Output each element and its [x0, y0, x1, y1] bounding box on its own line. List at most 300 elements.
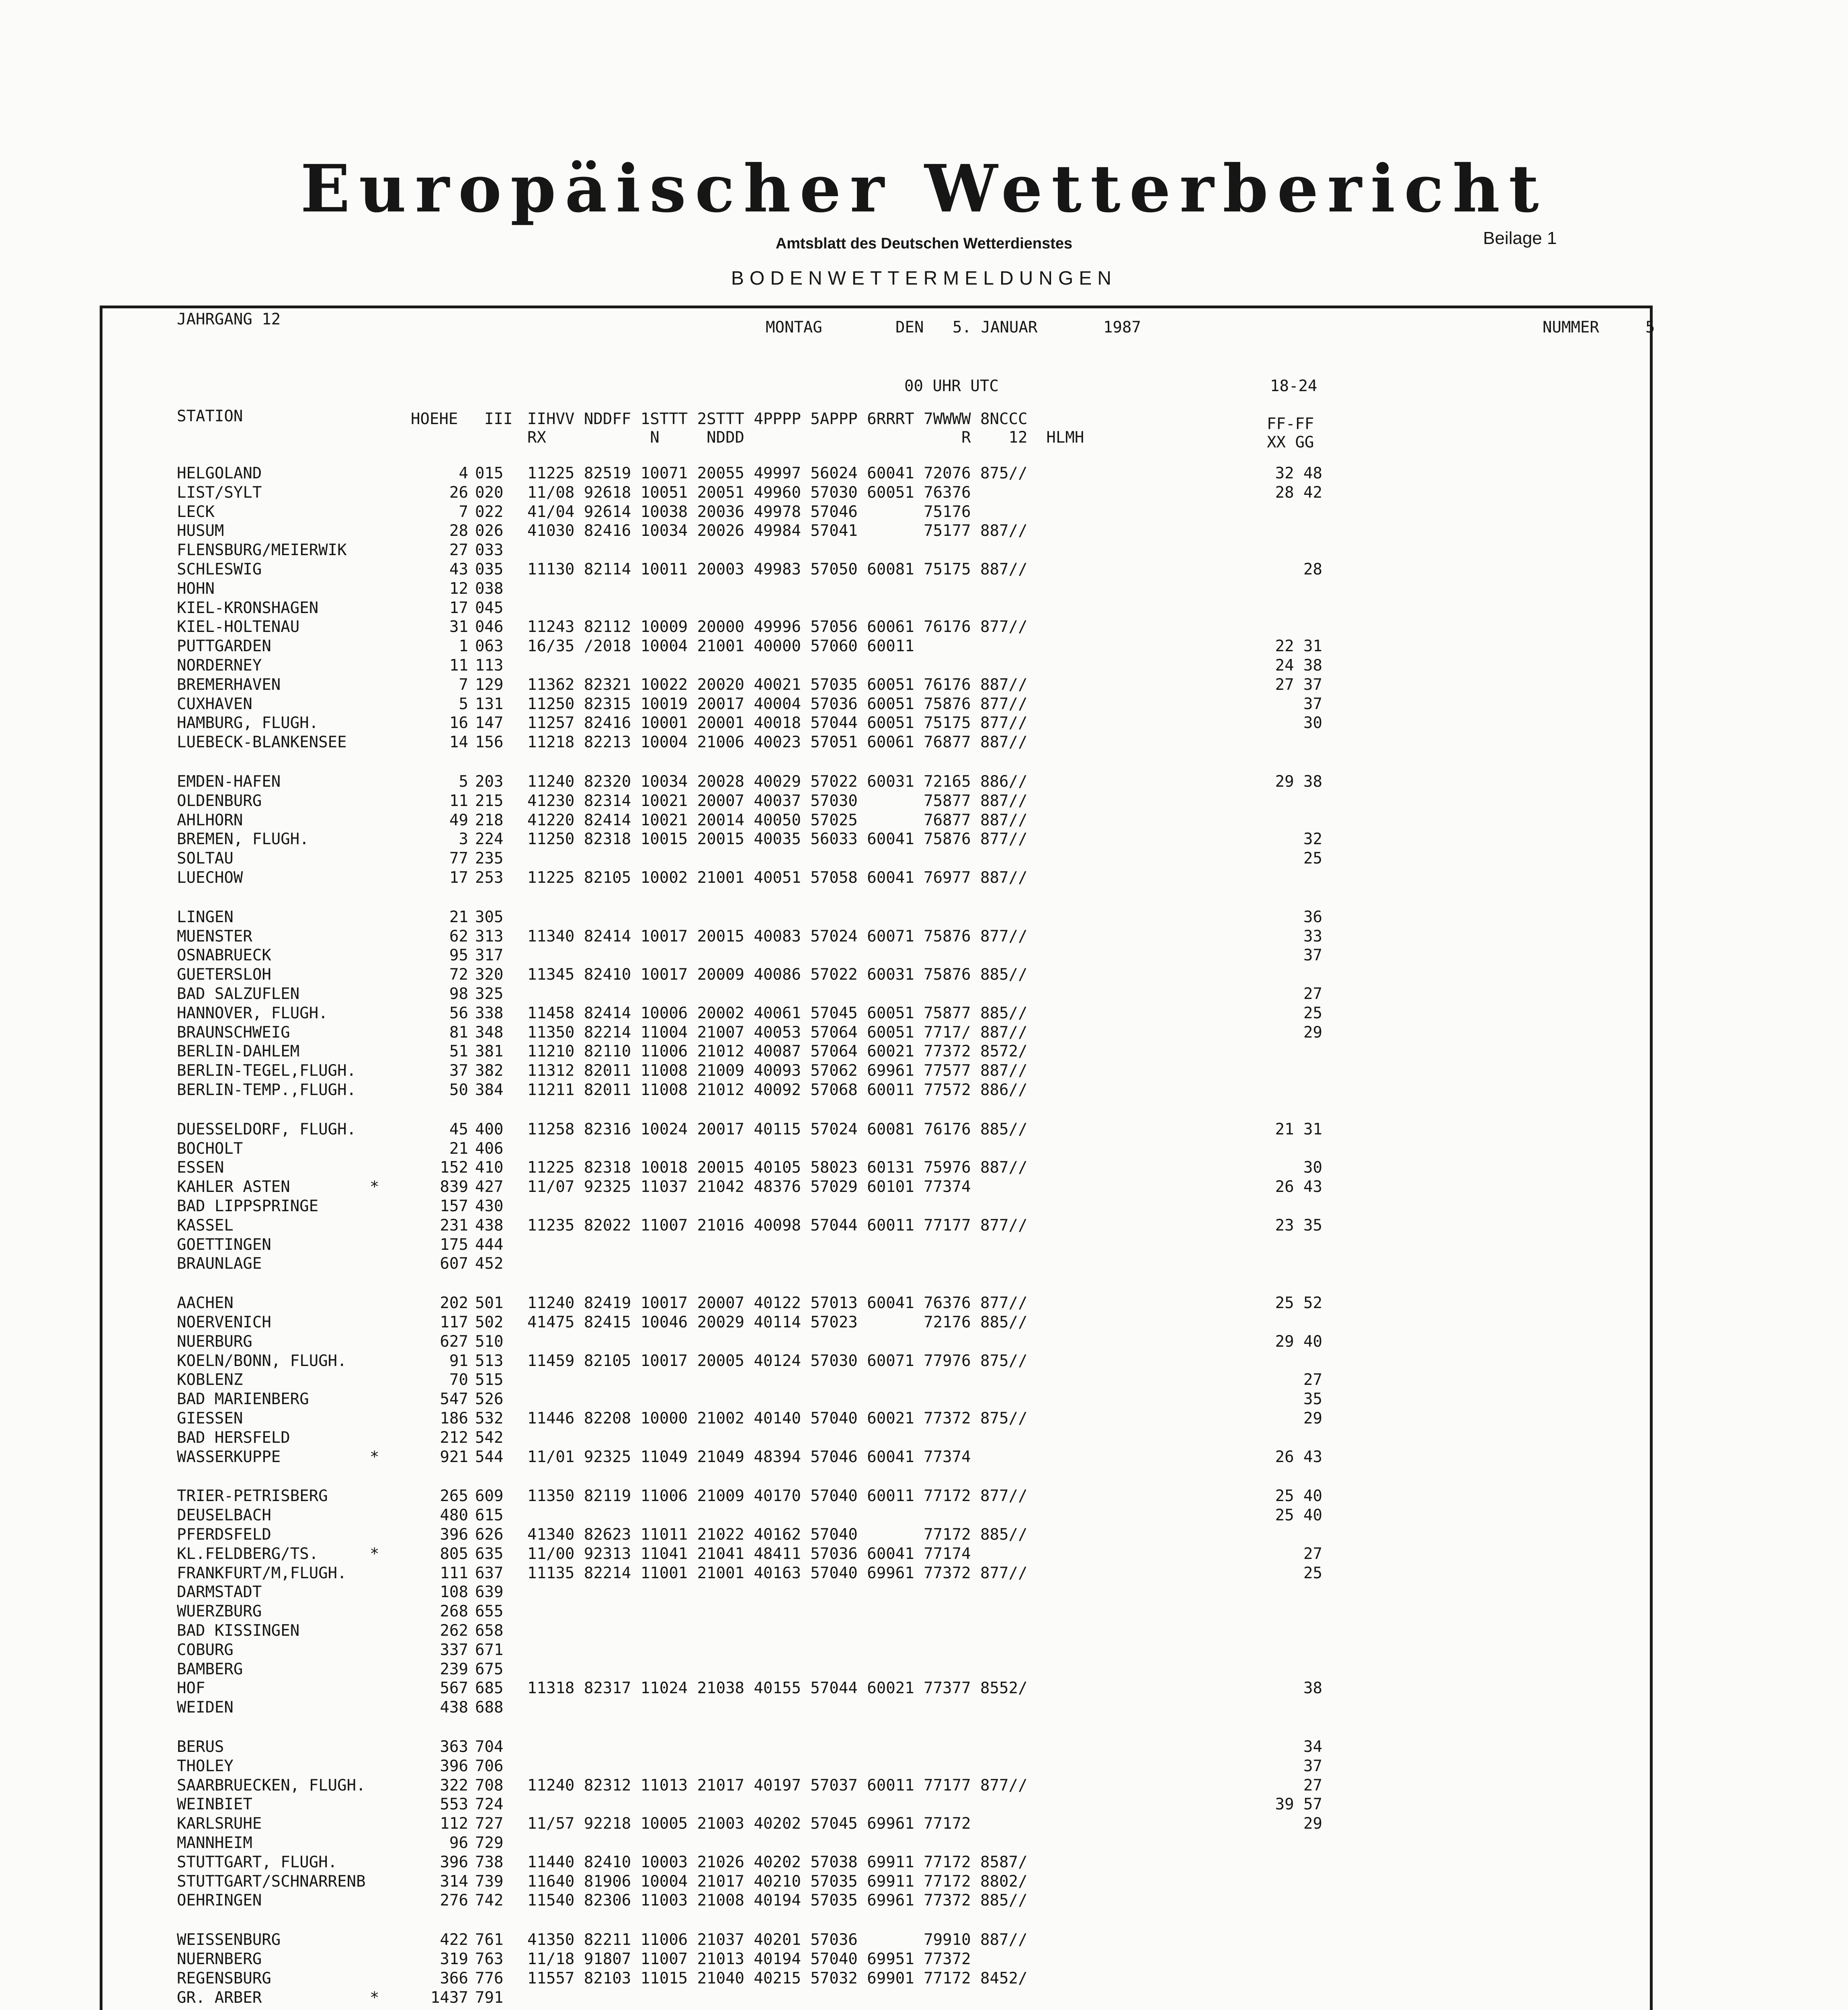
synop-code: 11211 82011 11008 21012 40092 57068 60011 77572 886//: [527, 1081, 1028, 1099]
station-index: 742: [475, 1891, 504, 1910]
station-index: 501: [475, 1294, 504, 1312]
station-index: 224: [475, 830, 504, 848]
station-name: BERLIN-TEMP.,FLUGH.: [177, 1081, 356, 1099]
station-index: 046: [475, 618, 504, 636]
gust-value: 37: [1303, 695, 1322, 713]
station-height: 396: [440, 1757, 468, 1775]
station-index: 325: [475, 985, 504, 1003]
station-name: MUENSTER: [177, 927, 252, 946]
mountain-marker: *: [370, 1545, 379, 1563]
station-name: COBURG: [177, 1641, 234, 1659]
synop-code: 11318 82317 11024 21038 40155 57044 60021 77377 8552/: [527, 1679, 1028, 1697]
station-height: 422: [440, 1931, 468, 1949]
station-name: BERLIN-TEGEL,FLUGH.: [177, 1062, 356, 1080]
station-height: 14: [449, 733, 468, 751]
station-height: 805: [440, 1545, 468, 1563]
station-name: BREMERHAVEN: [177, 676, 281, 694]
synop-code: 11240 82320 10034 20028 40029 57022 60031 72165 886//: [527, 773, 1028, 791]
station-name: HOHN: [177, 580, 215, 598]
station-index: 685: [475, 1679, 504, 1697]
supplement-label: Beilage 1: [1483, 228, 1557, 248]
station-index: 791: [475, 1989, 504, 2007]
synop-code: 41475 82415 10046 20029 40114 57023 72176 885//: [527, 1313, 1028, 1331]
synop-code: 11/07 92325 11037 21042 48376 57029 60101 77374: [527, 1178, 971, 1196]
issue-number-label: NUMMER: [1543, 318, 1599, 336]
station-height: 212: [440, 1429, 468, 1447]
station-height: 21: [449, 908, 468, 926]
gust-value: 39 57: [1275, 1795, 1322, 1813]
synop-code: 41220 82414 10021 20014 40050 57025 76877 887//: [527, 811, 1028, 829]
synop-code: 41030 82416 10034 20026 49984 57041 75177 887//: [527, 522, 1028, 540]
mountain-marker: *: [370, 1448, 379, 1466]
station-name: KARLSRUHE: [177, 1815, 262, 1833]
station-index: 026: [475, 522, 504, 540]
station-name: MANNHEIM: [177, 1834, 252, 1852]
station-height: 396: [440, 1526, 468, 1544]
station-height: 98: [449, 985, 468, 1003]
station-index: 513: [475, 1352, 504, 1370]
gust-value: 29 40: [1275, 1333, 1322, 1351]
gust-value: 37: [1303, 946, 1322, 964]
station-index: 626: [475, 1526, 504, 1544]
synop-code: 11250 82315 10019 20017 40004 57036 60051 75876 877//: [527, 695, 1028, 713]
station-height: 627: [440, 1333, 468, 1351]
date-prefix: DEN: [895, 318, 924, 336]
station-height: 5: [459, 773, 468, 791]
station-name: BREMEN, FLUGH.: [177, 830, 309, 848]
synop-code: 11312 82011 11008 21009 40093 57062 69961 77577 887//: [527, 1062, 1028, 1080]
column-header-hoehe: HOEHE: [411, 410, 458, 428]
synop-code: 11257 82416 10001 20001 40018 57044 60051 75175 877//: [527, 714, 1028, 732]
station-name: STUTTGART, FLUGH.: [177, 1853, 338, 1871]
station-index: 131: [475, 695, 504, 713]
station-height: 117: [440, 1313, 468, 1331]
station-name: BRAUNLAGE: [177, 1255, 262, 1273]
column-header-ff: FF-FF: [1267, 415, 1314, 433]
station-index: 313: [475, 927, 504, 946]
station-index: 544: [475, 1448, 504, 1466]
station-height: 21: [449, 1140, 468, 1158]
station-index: 724: [475, 1795, 504, 1813]
station-height: 77: [449, 849, 468, 868]
station-index: 382: [475, 1062, 504, 1080]
station-name: LECK: [177, 503, 215, 521]
station-name: KL.FELDBERG/TS.: [177, 1545, 319, 1563]
station-name: NOERVENICH: [177, 1313, 271, 1331]
station-index: 384: [475, 1081, 504, 1099]
station-index: 671: [475, 1641, 504, 1659]
synop-code: 41340 82623 11011 21022 40162 57040 77172 885//: [527, 1526, 1028, 1544]
station-name: HUSUM: [177, 522, 224, 540]
synop-code: 11540 82306 11003 21008 40194 57035 69961 77372 885//: [527, 1891, 1028, 1910]
station-index: 761: [475, 1931, 504, 1949]
column-header-iii: III: [484, 410, 513, 428]
station-height: 1: [459, 637, 468, 655]
synop-code: 11250 82318 10015 20015 40035 56033 60041 75876 877//: [527, 830, 1028, 848]
station-index: 400: [475, 1120, 504, 1138]
page-title: Europäischer Wetterbericht: [300, 151, 1548, 227]
station-name: BAD MARIENBERG: [177, 1390, 309, 1408]
synop-code: 11/00 92313 11041 21041 48411 57036 60041 77174: [527, 1545, 971, 1563]
station-height: 921: [440, 1448, 468, 1466]
station-name: KASSEL: [177, 1216, 234, 1235]
station-height: 62: [449, 927, 468, 946]
station-name: HAMBURG, FLUGH.: [177, 714, 319, 732]
gust-value: 27 37: [1275, 676, 1322, 694]
station-index: 215: [475, 792, 504, 810]
gust-value: 25: [1303, 1004, 1322, 1022]
station-index: 035: [475, 560, 504, 578]
gust-value: 25: [1303, 849, 1322, 868]
station-height: 337: [440, 1641, 468, 1659]
station-name: HANNOVER, FLUGH.: [177, 1004, 328, 1022]
gust-value: 27: [1303, 1776, 1322, 1795]
synop-code: 11557 82103 11015 21040 40215 57032 69901 77172 8452/: [527, 1969, 1028, 1987]
station-name: LINGEN: [177, 908, 234, 926]
station-height: 7: [459, 503, 468, 521]
mountain-marker: *: [370, 1989, 379, 2007]
station-name: HELGOLAND: [177, 464, 262, 482]
station-height: 567: [440, 1679, 468, 1697]
synop-code: 11243 82112 10009 20000 49996 57056 60061 76176 877//: [527, 618, 1028, 636]
station-height: 17: [449, 869, 468, 887]
station-name: TRIER-PETRISBERG: [177, 1487, 328, 1505]
column-header-codes: IIHVV NDDFF 1STTT 2STTT 4PPPP 5APPP 6RRRT 7WWWW 8NCCC: [527, 410, 1028, 428]
station-height: 37: [449, 1062, 468, 1080]
station-height: 239: [440, 1660, 468, 1678]
station-height: 157: [440, 1197, 468, 1215]
issue-number: 5: [1645, 318, 1655, 336]
station-index: 776: [475, 1969, 504, 1987]
synop-code: 11459 82105 10017 20005 40124 57030 60071 77976 875//: [527, 1352, 1028, 1370]
station-index: 338: [475, 1004, 504, 1022]
station-name: PFERDSFELD: [177, 1526, 271, 1544]
station-index: 526: [475, 1390, 504, 1408]
station-height: 45: [449, 1120, 468, 1138]
station-index: 729: [475, 1834, 504, 1852]
station-height: 11: [449, 792, 468, 810]
station-height: 27: [449, 541, 468, 559]
station-name: SCHLESWIG: [177, 560, 262, 578]
station-index: 063: [475, 637, 504, 655]
synop-code: 11130 82114 10011 20003 49983 57050 60081 75175 887//: [527, 560, 1028, 578]
station-name: GUETERSLOH: [177, 966, 271, 984]
station-index: 438: [475, 1216, 504, 1235]
station-index: 410: [475, 1159, 504, 1177]
mountain-marker: *: [370, 1178, 379, 1196]
station-name: CUXHAVEN: [177, 695, 252, 713]
gust-value: 25 52: [1275, 1294, 1322, 1312]
gust-value: 28: [1303, 560, 1322, 578]
station-name: WEIDEN: [177, 1698, 234, 1717]
station-name: AHLHORN: [177, 811, 243, 829]
synop-code: 11350 82214 11004 21007 40053 57064 60051 7717/ 887//: [527, 1023, 1028, 1042]
station-index: 317: [475, 946, 504, 964]
station-height: 262: [440, 1622, 468, 1640]
synop-code: 11258 82316 10024 20017 40115 57024 60081 76176 885//: [527, 1120, 1028, 1138]
station-height: 438: [440, 1698, 468, 1717]
station-index: 675: [475, 1660, 504, 1678]
station-name: BAD SALZUFLEN: [177, 985, 300, 1003]
station-index: 706: [475, 1757, 504, 1775]
observation-time: 00 UHR UTC: [904, 377, 999, 395]
station-height: 553: [440, 1795, 468, 1813]
station-height: 81: [449, 1023, 468, 1042]
station-index: 637: [475, 1564, 504, 1582]
station-height: 26: [449, 484, 468, 502]
synop-code: 11640 81906 10004 21017 40210 57035 69911 77172 8802/: [527, 1873, 1028, 1891]
station-name: THOLEY: [177, 1757, 234, 1775]
gust-value: 26 43: [1275, 1448, 1322, 1466]
station-index: 609: [475, 1487, 504, 1505]
station-name: GOETTINGEN: [177, 1236, 271, 1254]
gust-value: 29: [1303, 1409, 1322, 1428]
synop-code: 16/35 /2018 10004 21001 40000 57060 60011: [527, 637, 914, 655]
station-index: 033: [475, 541, 504, 559]
column-subheader-ff: XX GG: [1267, 433, 1314, 451]
synop-code: 11218 82213 10004 21006 40023 57051 60061 76877 887//: [527, 733, 1028, 751]
station-index: 320: [475, 966, 504, 984]
station-index: 655: [475, 1602, 504, 1620]
synop-code: 11210 82110 11006 21012 40087 57064 60021 77372 8572/: [527, 1042, 1028, 1060]
station-index: 444: [475, 1236, 504, 1254]
station-height: 72: [449, 966, 468, 984]
station-name: DUESSELDORF, FLUGH.: [177, 1120, 356, 1138]
synop-code: 11240 82312 11013 21017 40197 57037 60011 77177 877//: [527, 1776, 1028, 1795]
station-index: 235: [475, 849, 504, 868]
station-name: SAARBRUECKEN, FLUGH.: [177, 1776, 366, 1795]
gust-value: 32 48: [1275, 464, 1322, 482]
station-height: 4: [459, 464, 468, 482]
gust-value: 25: [1303, 1564, 1322, 1582]
station-index: 738: [475, 1853, 504, 1871]
station-index: 129: [475, 676, 504, 694]
station-index: 704: [475, 1738, 504, 1756]
gust-value: 32: [1303, 830, 1322, 848]
station-index: 406: [475, 1140, 504, 1158]
station-index: 038: [475, 580, 504, 598]
station-height: 1437: [430, 1989, 468, 2007]
station-index: 708: [475, 1776, 504, 1795]
station-name: BAD KISSINGEN: [177, 1622, 300, 1640]
station-name: BERUS: [177, 1738, 224, 1756]
gust-value: 25 40: [1275, 1487, 1322, 1505]
synop-code: 11225 82318 10018 20015 40105 58023 60131 75976 887//: [527, 1159, 1028, 1177]
gust-value: 29 38: [1275, 773, 1322, 791]
station-height: 5: [459, 695, 468, 713]
station-height: 56: [449, 1004, 468, 1022]
station-height: 7: [459, 676, 468, 694]
station-name: GIESSEN: [177, 1409, 243, 1428]
synop-code: 11362 82321 10022 20020 40021 57035 60051 76176 887//: [527, 676, 1028, 694]
station-name: OLDENBURG: [177, 792, 262, 810]
gust-value: 23 35: [1275, 1216, 1322, 1235]
station-height: 96: [449, 1834, 468, 1852]
synop-code: 11340 82414 10017 20015 40083 57024 60071 75876 877//: [527, 927, 1028, 946]
gust-value: 26 43: [1275, 1178, 1322, 1196]
station-name: ESSEN: [177, 1159, 224, 1177]
station-name: FLENSBURG/MEIERWIK: [177, 541, 347, 559]
station-name: DARMSTADT: [177, 1583, 262, 1601]
station-height: 231: [440, 1216, 468, 1235]
station-index: 022: [475, 503, 504, 521]
station-index: 253: [475, 869, 504, 887]
station-index: 502: [475, 1313, 504, 1331]
station-index: 147: [475, 714, 504, 732]
station-index: 020: [475, 484, 504, 502]
station-height: 49: [449, 811, 468, 829]
station-height: 152: [440, 1159, 468, 1177]
volume-label: JAHRGANG 12: [177, 310, 281, 328]
gust-value: 30: [1303, 1159, 1322, 1177]
station-height: 265: [440, 1487, 468, 1505]
station-index: 532: [475, 1409, 504, 1428]
gust-value: 37: [1303, 1757, 1322, 1775]
station-name: KOBLENZ: [177, 1371, 243, 1389]
station-name: LUEBECK-BLANKENSEE: [177, 733, 347, 751]
station-index: 015: [475, 464, 504, 482]
station-index: 658: [475, 1622, 504, 1640]
station-height: 70: [449, 1371, 468, 1389]
station-height: 95: [449, 946, 468, 964]
station-index: 639: [475, 1583, 504, 1601]
weekday-label: MONTAG: [766, 318, 822, 336]
date-label: 5. JANUAR: [953, 318, 1038, 336]
station-name: KOELN/BONN, FLUGH.: [177, 1352, 347, 1370]
station-height: 322: [440, 1776, 468, 1795]
column-subheader-codes: RX N NDDD R 12 HLMH: [527, 429, 1084, 447]
gust-value: 33: [1303, 927, 1322, 946]
station-index: 515: [475, 1371, 504, 1389]
station-name: AACHEN: [177, 1294, 234, 1312]
station-name: KIEL-HOLTENAU: [177, 618, 300, 636]
station-index: 739: [475, 1873, 504, 1891]
synop-code: 41230 82314 10021 20007 40037 57030 75877 887//: [527, 792, 1028, 810]
station-name: KAHLER ASTEN: [177, 1178, 290, 1196]
gust-value: 30: [1303, 714, 1322, 732]
gust-value: 29: [1303, 1815, 1322, 1833]
gust-value: 27: [1303, 1371, 1322, 1389]
station-name: BAMBERG: [177, 1660, 243, 1678]
station-height: 43: [449, 560, 468, 578]
section-title: BODENWETTERMELDUNGEN: [731, 268, 1117, 289]
publisher-subtitle: Amtsblatt des Deutschen Wetterdienstes: [775, 235, 1073, 252]
station-name: NUERNBERG: [177, 1950, 262, 1968]
station-height: 314: [440, 1873, 468, 1891]
station-name: GR. ARBER: [177, 1989, 262, 2007]
station-name: WEINBIET: [177, 1795, 252, 1813]
station-height: 366: [440, 1969, 468, 1987]
station-index: 045: [475, 599, 504, 617]
year-label: 1987: [1103, 318, 1141, 336]
station-height: 186: [440, 1409, 468, 1428]
station-index: 156: [475, 733, 504, 751]
synop-code: 41/04 92614 10038 20036 49978 57046 75176: [527, 503, 971, 521]
station-name: KIEL-KRONSHAGEN: [177, 599, 319, 617]
station-name: LUECHOW: [177, 869, 243, 887]
station-name: FRANKFURT/M,FLUGH.: [177, 1564, 347, 1582]
station-index: 635: [475, 1545, 504, 1563]
synop-code: 41350 82211 11006 21037 40201 57036 79910 887//: [527, 1931, 1028, 1949]
synop-code: 11225 82105 10002 21001 40051 57058 60041 76977 887//: [527, 869, 1028, 887]
gust-value: 36: [1303, 908, 1322, 926]
station-index: 203: [475, 773, 504, 791]
station-height: 396: [440, 1853, 468, 1871]
station-name: STUTTGART/SCHNARRENB: [177, 1873, 366, 1891]
station-name: BRAUNSCHWEIG: [177, 1023, 290, 1042]
gust-value: 22 31: [1275, 637, 1322, 655]
gust-value: 27: [1303, 985, 1322, 1003]
station-name: REGENSBURG: [177, 1969, 271, 1987]
station-name: WEISSENBURG: [177, 1931, 281, 1949]
gust-value: 34: [1303, 1738, 1322, 1756]
gust-value: 25 40: [1275, 1506, 1322, 1524]
station-height: 3: [459, 830, 468, 848]
station-name: BOCHOLT: [177, 1140, 243, 1158]
gust-value: 38: [1303, 1679, 1322, 1697]
station-name: OEHRINGEN: [177, 1891, 262, 1910]
station-height: 547: [440, 1390, 468, 1408]
station-index: 348: [475, 1023, 504, 1042]
gust-value: 35: [1303, 1390, 1322, 1408]
station-height: 31: [449, 618, 468, 636]
gust-value: 29: [1303, 1023, 1322, 1042]
station-height: 111: [440, 1564, 468, 1582]
station-name: LIST/SYLT: [177, 484, 262, 502]
station-name: NUERBURG: [177, 1333, 252, 1351]
gust-value: 21 31: [1275, 1120, 1322, 1138]
station-height: 363: [440, 1738, 468, 1756]
station-name: BAD HERSFELD: [177, 1429, 290, 1447]
station-name: DEUSELBACH: [177, 1506, 271, 1524]
station-index: 542: [475, 1429, 504, 1447]
station-index: 510: [475, 1333, 504, 1351]
station-height: 319: [440, 1950, 468, 1968]
station-height: 91: [449, 1352, 468, 1370]
station-name: EMDEN-HAFEN: [177, 773, 281, 791]
station-height: 607: [440, 1255, 468, 1273]
station-height: 28: [449, 522, 468, 540]
synop-code: 11225 82519 10071 20055 49997 56024 60041 72076 875//: [527, 464, 1028, 482]
gust-value: 27: [1303, 1545, 1322, 1563]
station-height: 50: [449, 1081, 468, 1099]
station-height: 202: [440, 1294, 468, 1312]
synop-code: 11440 82410 10003 21026 40202 57038 69911 77172 8587/: [527, 1853, 1028, 1871]
station-height: 17: [449, 599, 468, 617]
synop-code: 11350 82119 11006 21009 40170 57040 60011 77172 877//: [527, 1487, 1028, 1505]
station-height: 839: [440, 1178, 468, 1196]
synop-code: 11135 82214 11001 21001 40163 57040 69961 77372 877//: [527, 1564, 1028, 1582]
station-index: 763: [475, 1950, 504, 1968]
station-name: WUERZBURG: [177, 1602, 262, 1620]
station-height: 16: [449, 714, 468, 732]
station-height: 480: [440, 1506, 468, 1524]
station-index: 430: [475, 1197, 504, 1215]
station-height: 11: [449, 656, 468, 675]
station-name: SOLTAU: [177, 849, 234, 868]
station-index: 381: [475, 1042, 504, 1060]
column-header-station: STATION: [177, 407, 243, 425]
station-name: WASSERKUPPE: [177, 1448, 281, 1466]
station-height: 276: [440, 1891, 468, 1910]
synop-code: 11/57 92218 10005 21003 40202 57045 69961 77172: [527, 1815, 971, 1833]
station-index: 218: [475, 811, 504, 829]
station-height: 51: [449, 1042, 468, 1060]
station-height: 175: [440, 1236, 468, 1254]
station-height: 12: [449, 580, 468, 598]
station-name: BERLIN-DAHLEM: [177, 1042, 300, 1060]
station-height: 268: [440, 1602, 468, 1620]
